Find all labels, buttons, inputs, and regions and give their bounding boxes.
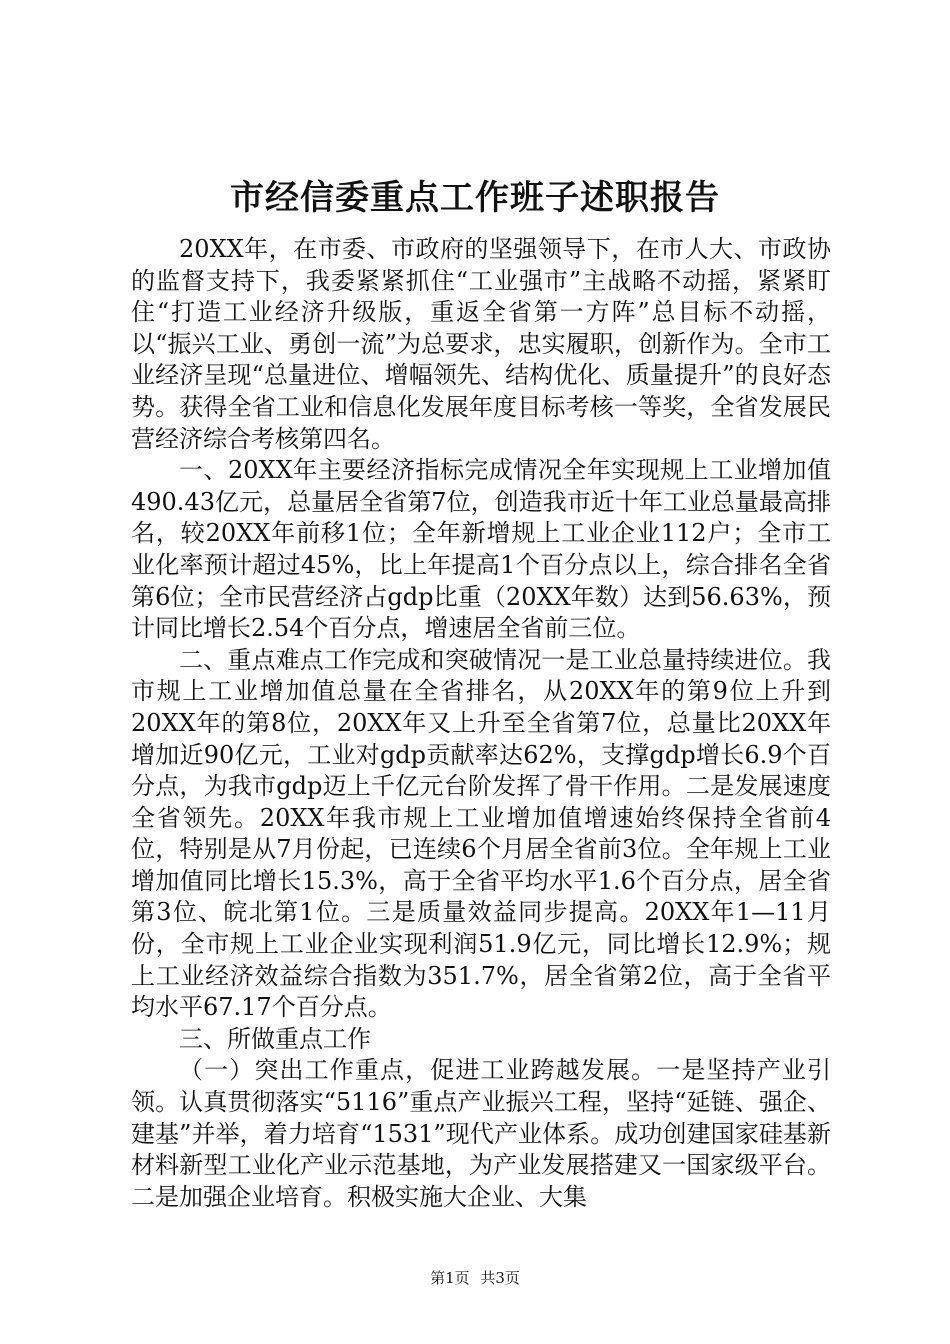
page-number: 第1页 (430, 1269, 470, 1287)
section-heading-3: 三、所做重点工作 (179, 1024, 371, 1053)
paragraph-section-3-1: （一）突出工作重点，促进工业跨越发展。一是坚持产业引领。认真贯彻落实“5116”重点产业振兴工程，坚持“延链、强企、建基”并举，着力培育“1531”现代产业体系。成功创建国家硅基新材料新型工业化产业示范基地，为产业发展搭建又一国家级平台。二是加强企业培育。积极实施大企业、大集 (131, 1056, 831, 1211)
page-footer (0, 1268, 950, 1288)
paragraph-intro: 20XX年，在市委、市政府的坚强领导下，在市人大、市政协的监督支持下，我委紧紧抓住“工业强市”主战略不动摇，紧紧盯住“打造工业经济升级版，重返全省第一方阵”总目标不动摇，以“振兴工业、勇创一流”为总要求，忠实履职，创新作为。全市工业经济呈现“总量进位、增幅领先、结构优化、质量提升”的良好态势。获得全省工业和信息化发展年度目标考核一等奖，全省发展民营经济综合考核第四名。 (131, 235, 831, 453)
document-body (131, 234, 831, 1213)
page-total: 共3页 (480, 1269, 520, 1287)
paragraph-section-1: 一、20XX年主要经济指标完成情况全年实现规上工业增加值490.43亿元，总量居全省第7位，创造我市近十年工业总量最高排名，较20XX年前移1位；全年新增规上工业企业112户；全市工业化率预计超过45%，比上年提高1个百分点以上，综合排名全省第6位；全市民营经济占gdp比重（20XX年数）达到56.63%，预计同比增长2.54个百分点，增速居全省前三位。 (131, 456, 831, 643)
document-title: 市经信委重点工作班子述职报告 (230, 178, 720, 218)
paragraph-section-2: 二、重点难点工作完成和突破情况一是工业总量持续进位。我市规上工业增加值总量在全省排名，从20XX年的第9位上升到20XX年的第8位，20XX年又上升至全省第7位，总量比20XX年增加近90亿元，工业对gdp贡献率达62%，支撑gdp增长6.9个百分点，为我市gdp迈上千亿元台阶发挥了骨干作用。二是发展速度全省领先。20XX年我市规上工业增加值增速始终保持全省前4位，特别是从7月份起，已连续6个月居全省前3位。全年规上工业增加值同比增长15.3%，高于全省平均水平1.6个百分点，居全省第3位、皖北第1位。三是质量效益同步提高。20XX年1—11月份，全市规上工业企业实现利润51.9亿元，同比增长12.9%；规上工业经济效益综合指数为351.7%，居全省第2位，高于全省平均水平67.17个百分点。 (131, 645, 831, 1022)
